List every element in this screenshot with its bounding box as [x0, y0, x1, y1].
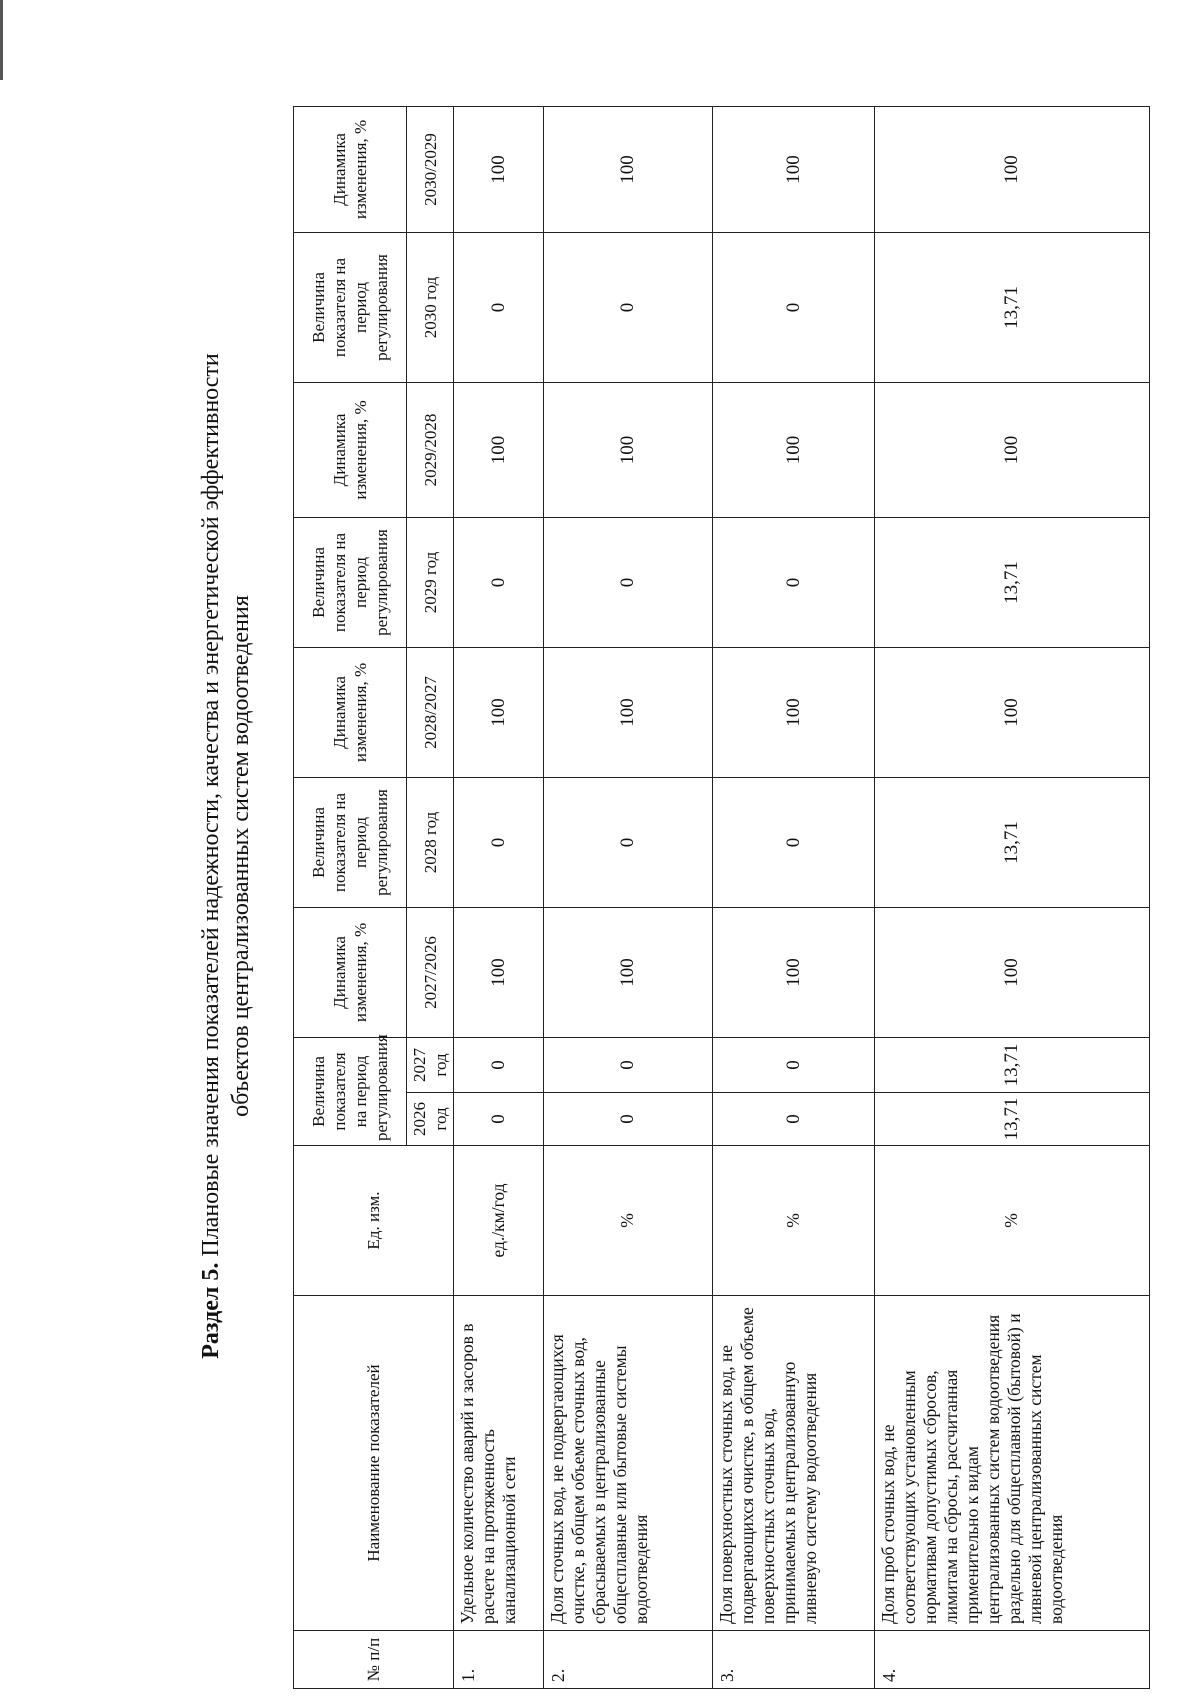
- subheader-2027-2026: 2027/2026: [407, 907, 454, 1037]
- subheader-2028: 2028 год: [407, 777, 454, 907]
- value-cell: 0: [543, 1037, 712, 1092]
- value-cell: 0: [454, 1037, 544, 1092]
- subheader-2027: 2027 год: [407, 1037, 454, 1092]
- value-cell: 100: [712, 647, 874, 777]
- value-cell: 100: [712, 907, 874, 1037]
- value-cell: 0: [454, 1093, 544, 1146]
- heading-line-2: объектов централизованных систем водоотведения: [228, 595, 254, 1117]
- row-number: 2.: [543, 1631, 712, 1689]
- col-header-value-2026-2027: Величина показателя на период регулирования: [294, 1037, 407, 1145]
- indicator-name: Доля поверхностных сточных вод, не подвергающихся очистке, в общем объеме поверхностных сточных вод, принимаемых в централизованную ливневую систему водоотведения: [712, 1296, 874, 1631]
- indicators-table: [293, 0, 1150, 1689]
- col-header-unit: Ед. изм.: [294, 1146, 454, 1296]
- value-cell: 0: [712, 232, 874, 382]
- subheader-2029: 2029 год: [407, 517, 454, 647]
- table-row: [874, 0, 1150, 1689]
- value-cell: 0: [712, 777, 874, 907]
- unit-cell: %: [874, 1146, 1150, 1296]
- value-cell: 100: [454, 647, 544, 777]
- indicator-name: Доля сточных вод, не подвергающихся очистке, в общем объеме сточных вод, сбрасываемых в централизованные общесплавные или бытовые системы водоотведения: [543, 1296, 712, 1631]
- value-cell: 0: [454, 777, 544, 907]
- value-cell: 13,71: [874, 1037, 1150, 1092]
- value-cell: 13,71: [874, 777, 1150, 907]
- value-cell: 100: [543, 907, 712, 1037]
- heading-title: Плановые значения показателей надежности, качества и энергетической эффективности: [198, 353, 224, 1257]
- row-number: 4.: [874, 1631, 1150, 1689]
- col-header-value-2029: Величина показателя на период регулирования: [294, 517, 407, 647]
- value-cell: 100: [712, 382, 874, 517]
- value-cell: 0: [543, 777, 712, 907]
- col-header-value-2028: Величина показателя на период регулирования: [294, 777, 407, 907]
- value-cell: 100: [454, 106, 544, 232]
- table-row: [712, 0, 874, 1689]
- subheader-2028-2027: 2028/2027: [407, 647, 454, 777]
- value-cell: 0: [712, 1037, 874, 1092]
- value-cell: 0: [543, 1093, 712, 1146]
- value-cell: 13,71: [874, 517, 1150, 647]
- subheader-2030: 2030 год: [407, 232, 454, 382]
- unit-cell: %: [543, 1146, 712, 1296]
- col-header-num: № п/п: [294, 1631, 454, 1689]
- col-header-value-2030: Величина показателя на период регулирования: [294, 232, 407, 382]
- row-number: 1.: [454, 1631, 544, 1689]
- row-number: 3.: [712, 1631, 874, 1689]
- col-header-name: Наименование показателей: [294, 1296, 454, 1631]
- subheader-2030-2029: 2030/2029: [407, 106, 454, 232]
- header-row: [294, 0, 407, 1689]
- value-cell: 0: [543, 517, 712, 647]
- section-heading: [196, 121, 256, 1591]
- value-cell: 0: [454, 232, 544, 382]
- value-cell: 13,71: [874, 232, 1150, 382]
- value-cell: 100: [454, 907, 544, 1037]
- col-header-dynamic-2029: Динамика изменения, %: [294, 382, 407, 517]
- value-cell: 0: [454, 517, 544, 647]
- table-row: [454, 0, 544, 1689]
- value-cell: 100: [543, 382, 712, 517]
- col-header-dynamic-2027: Динамика изменения, %: [294, 907, 407, 1037]
- table-row: [543, 0, 712, 1689]
- value-cell: 100: [874, 907, 1150, 1037]
- section-label: Раздел 5.: [198, 1262, 224, 1359]
- subheader-2029-2028: 2029/2028: [407, 382, 454, 517]
- value-cell: 100: [454, 382, 544, 517]
- value-cell: 100: [543, 106, 712, 232]
- col-header-dynamic-2028: Динамика изменения, %: [294, 647, 407, 777]
- indicator-name: Удельное количество аварий и засоров в расчете на протяженность канализационной сети: [454, 1296, 544, 1631]
- value-cell: 0: [712, 517, 874, 647]
- unit-cell: ед./км/год: [454, 1146, 544, 1296]
- unit-cell: %: [712, 1146, 874, 1296]
- value-cell: 100: [543, 647, 712, 777]
- heading-line-1: [196, 121, 226, 1591]
- subheader-2026: 2026 год: [407, 1093, 454, 1146]
- indicator-name: Доля проб сточных вод, не соответствующих установленным нормативам допустимых сбросов, лимитам на сбросы, рассчитанная применительно к видам централизованных систем водоотведения раздельно для общесплавной (бытовой) и ливневой централизованных систем водоотведения: [874, 1296, 1150, 1631]
- value-cell: 0: [543, 232, 712, 382]
- value-cell: 100: [874, 106, 1150, 232]
- value-cell: 100: [874, 647, 1150, 777]
- value-cell: 100: [712, 106, 874, 232]
- value-cell: 13,71: [874, 1093, 1150, 1146]
- value-cell: 0: [712, 1093, 874, 1146]
- col-header-dynamic-2030: Динамика изменения, %: [294, 106, 407, 232]
- value-cell: 100: [874, 382, 1150, 517]
